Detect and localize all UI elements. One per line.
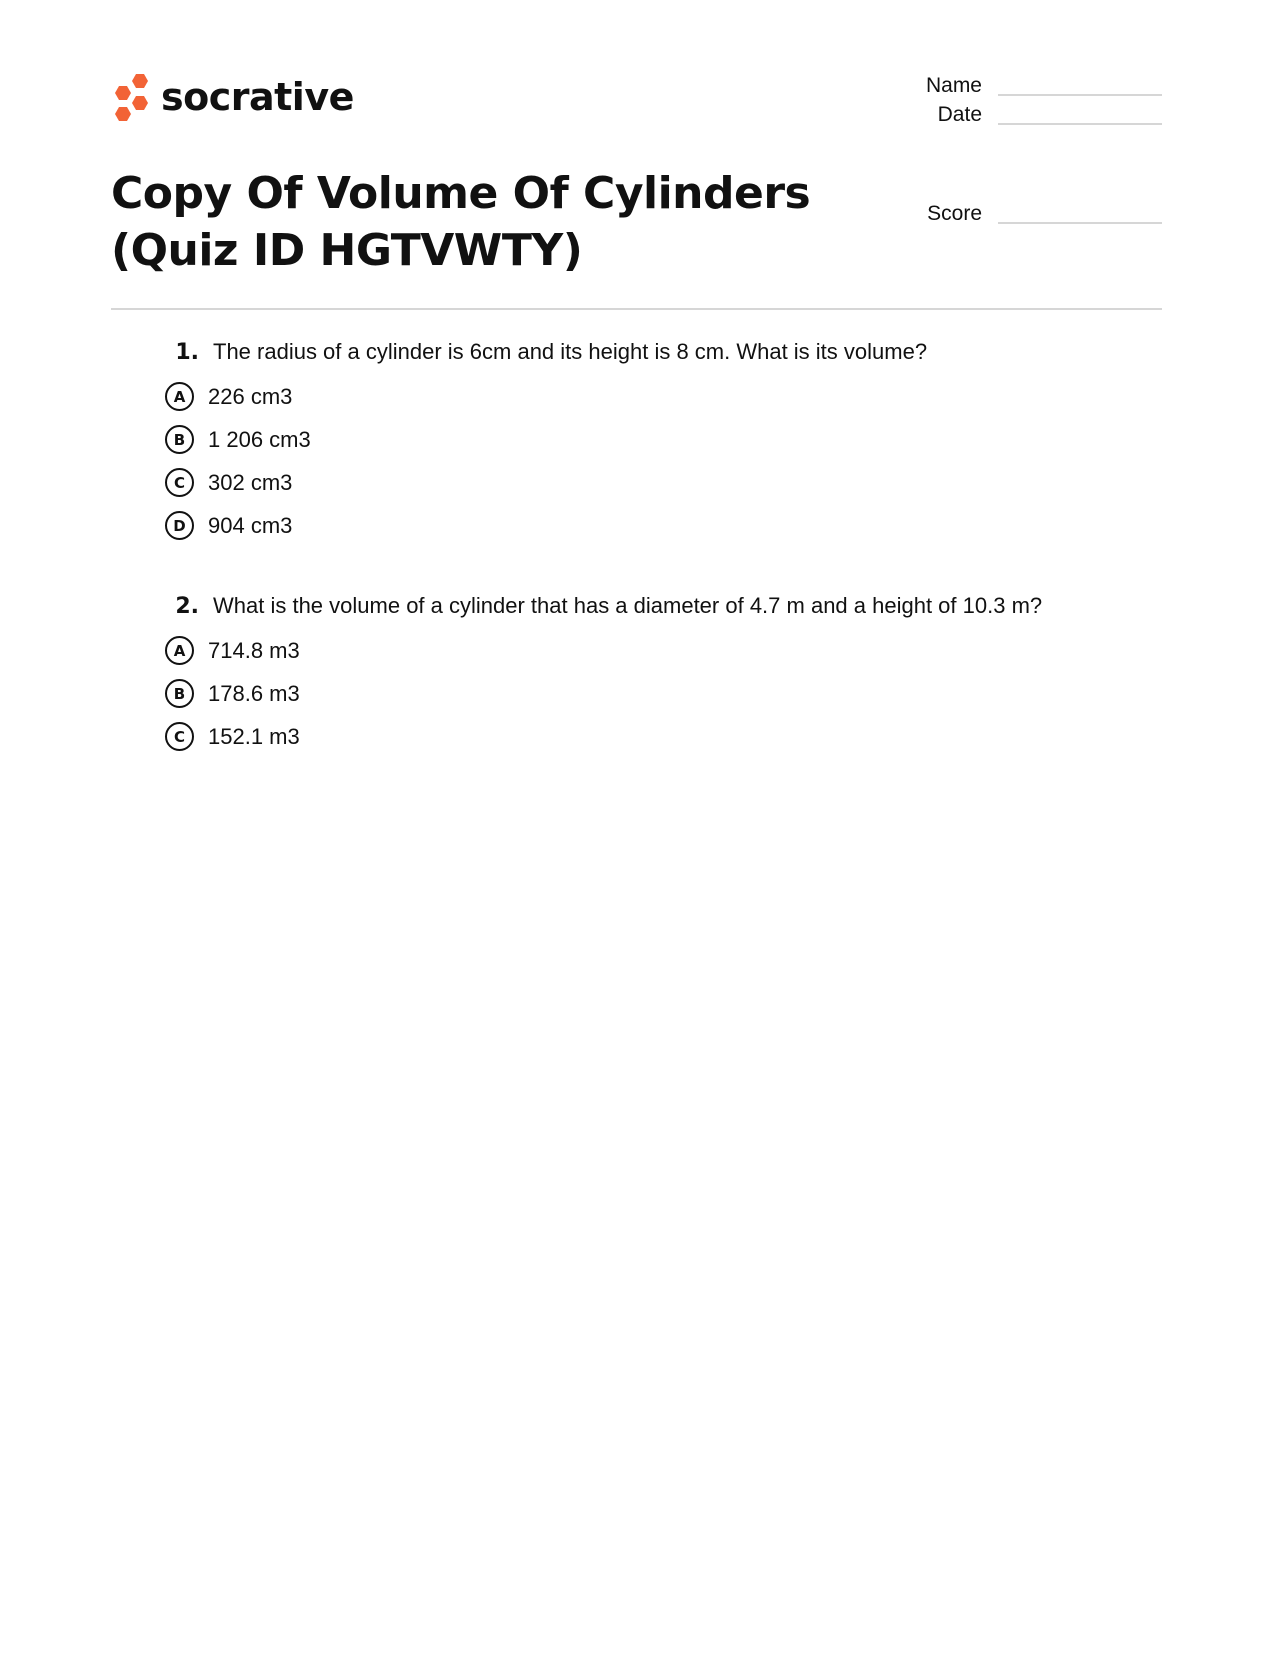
option-text: 714.8 m3	[208, 637, 300, 663]
option-letter-circle[interactable]: B	[165, 679, 194, 708]
socrative-logo	[111, 72, 354, 122]
option-text: 904 cm3	[208, 512, 293, 538]
hexagon-cluster-icon	[111, 72, 151, 122]
option-c[interactable]	[165, 715, 1165, 758]
title-line-2: (Quiz ID HGTVWTY)	[111, 225, 583, 276]
option-d[interactable]	[165, 504, 1165, 547]
question-number: 1.	[175, 340, 199, 365]
option-text: 152.1 m3	[208, 723, 300, 749]
name-input-line[interactable]	[998, 94, 1162, 96]
name-field[interactable]	[880, 72, 1162, 102]
question-1	[165, 339, 1165, 547]
score-input-line[interactable]	[998, 222, 1162, 224]
option-text: 1 206 cm3	[208, 426, 311, 452]
title-line-1: Copy Of Volume Of Cylinders	[111, 168, 811, 219]
option-b[interactable]	[165, 672, 1165, 715]
question-2	[165, 593, 1165, 758]
date-input-line[interactable]	[998, 123, 1162, 125]
option-letter-circle[interactable]: C	[165, 468, 194, 497]
score-field[interactable]	[880, 200, 1162, 230]
option-b[interactable]	[165, 418, 1165, 461]
page-title	[111, 165, 831, 279]
date-label: Date	[937, 103, 982, 126]
date-field[interactable]	[880, 101, 1162, 131]
option-letter-circle[interactable]: D	[165, 511, 194, 540]
question-text: What is the volume of a cylinder that has a diameter of 4.7 m and a height of 10.3 m?	[213, 593, 1043, 618]
option-text: 226 cm3	[208, 383, 293, 409]
option-text: 178.6 m3	[208, 680, 300, 706]
option-letter-circle[interactable]: A	[165, 636, 194, 665]
question-number: 2.	[175, 594, 199, 619]
brand-name: socrative	[161, 75, 354, 119]
header-divider	[111, 308, 1162, 310]
option-letter-circle[interactable]: C	[165, 722, 194, 751]
score-label: Score	[927, 202, 982, 225]
option-a[interactable]	[165, 629, 1165, 672]
option-letter-circle[interactable]: A	[165, 382, 194, 411]
option-a[interactable]	[165, 375, 1165, 418]
option-letter-circle[interactable]: B	[165, 425, 194, 454]
option-text: 302 cm3	[208, 469, 293, 495]
option-c[interactable]	[165, 461, 1165, 504]
question-text: The radius of a cylinder is 6cm and its height is 8 cm. What is its volume?	[213, 339, 928, 364]
name-label: Name	[925, 74, 982, 97]
